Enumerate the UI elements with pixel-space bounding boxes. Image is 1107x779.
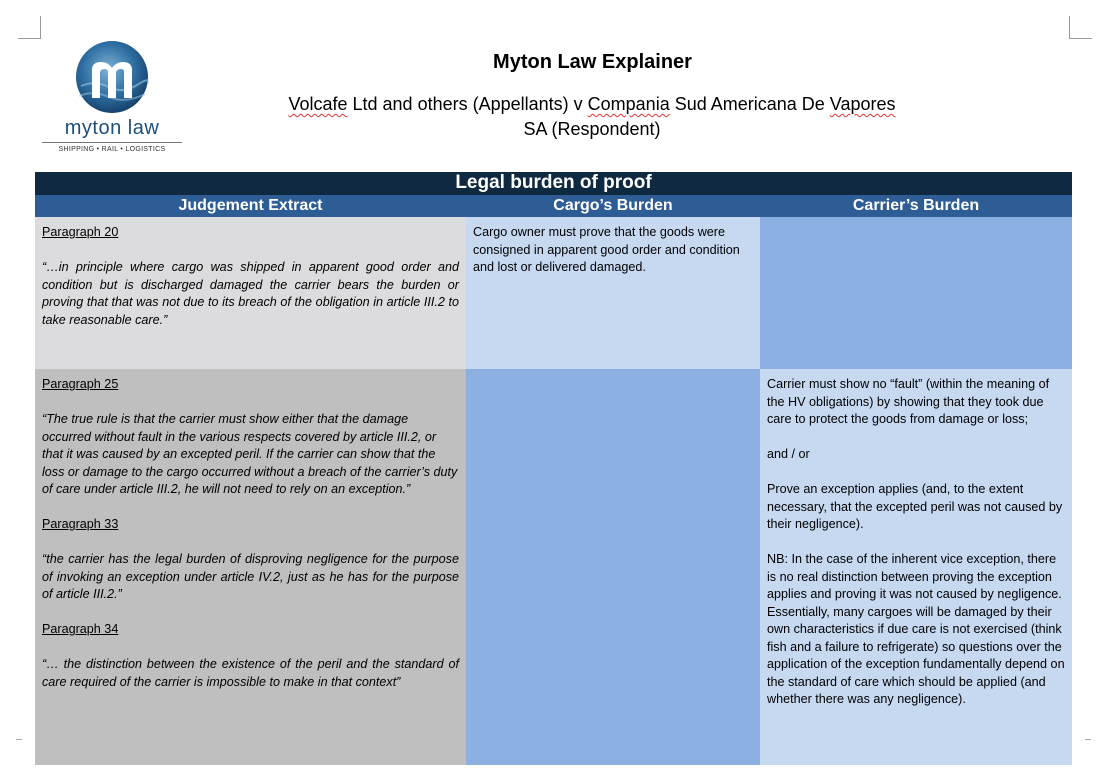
row1-cargo-cell [466, 217, 760, 369]
paragraph-label: Paragraph 25 [42, 377, 119, 391]
judgement-quote: “The true rule is that the carrier must show either that the damage occurred without fault in the various respects covered by article III.2, or that it was caused by an excepted peril. If the carrier can show that the loss or damage to the cargo occurred without a breach of the carrier’s duty of care under article III.2, he will not need to rely on an exception.” [42, 412, 458, 496]
paragraph-label: Paragraph 33 [42, 517, 119, 531]
margin-tick-left [16, 739, 22, 740]
row2-carrier-cell [760, 369, 1072, 765]
header-carrier-burden: Carrier’s Burden [852, 197, 980, 214]
row1-carrier-cell [760, 217, 1072, 369]
row2-extract-cell [35, 369, 466, 765]
carrier-burden-text: NB: In the case of the inherent vice exception, there is no real distinction between proving the exception applies and proving it was not caused by negligence. Essentially, many cargoes will be damaged by their own characteristics if due care is not exercised (think fish and a failure to refrigerate) so questions over the application of the exception fundamentally depend on the standard of care which should be applied (and whether there was any negligence). [767, 552, 1065, 706]
carrier-burden-text: and / or [767, 447, 810, 461]
myton-law-logo [42, 38, 182, 158]
logo-wordmark: myton law [64, 117, 160, 139]
carrier-burden-text: Prove an exception applies (and, to the extent necessary, that the excepted peril was not caused by their negligence). [767, 482, 1063, 531]
subtitle-part: Sud Americana De [669, 94, 830, 114]
judgement-quote: “the carrier has the legal burden of disproving negligence for the purpose of invoking an exception under article IV.2, just as he has for the purpose of article III.2.” [42, 552, 459, 601]
logo-circle-icon [75, 40, 149, 114]
logo-divider [42, 142, 182, 143]
margin-tick-right [1085, 739, 1091, 740]
document-subtitle [262, 92, 922, 142]
paragraph-label: Paragraph 20 [42, 225, 119, 239]
header-cargo-burden: Cargo’s Burden [553, 197, 673, 214]
header-judgement-extract: Judgement Extract [178, 197, 323, 214]
carrier-burden-text: Carrier must show no “fault” (within the meaning of the HV obligations) by showing that they took due care to protect the goods from damage or loss; [767, 377, 1050, 426]
subtitle-part: Compania [587, 94, 670, 114]
table-title: Legal burden of proof [35, 172, 1072, 195]
cargo-burden-text: Cargo owner must prove that the goods were consigned in apparent good order and condition and lost or delivered damaged. [473, 225, 740, 274]
table-header-row [35, 195, 1072, 217]
logo-tagline: SHIPPING • RAIL • LOGISTICS [58, 146, 166, 153]
subtitle-part: Vapores [829, 94, 896, 114]
subtitle-part: Volcafe [288, 94, 348, 114]
paragraph-label: Paragraph 34 [42, 622, 119, 636]
crop-mark-top-right [1069, 16, 1092, 39]
crop-mark-top-left [18, 16, 41, 39]
row2-cargo-cell [466, 369, 760, 765]
judgement-quote: “… the distinction between the existence of the peril and the standard of care required of the carrier is impossible to make in that context” [42, 657, 459, 689]
subtitle-line-2: SA (Respondent) [523, 119, 661, 139]
judgement-quote: “…in principle where cargo was shipped in apparent good order and condition but is discharged damaged the carrier bears the burden or proving that that was not due to its breach of the obligation in article III.2 to take reasonable care.” [42, 260, 459, 327]
row1-extract-cell [35, 217, 466, 369]
subtitle-part: Ltd and others (Appellants) v [347, 94, 588, 114]
document-title: Myton Law Explainer [493, 51, 692, 73]
